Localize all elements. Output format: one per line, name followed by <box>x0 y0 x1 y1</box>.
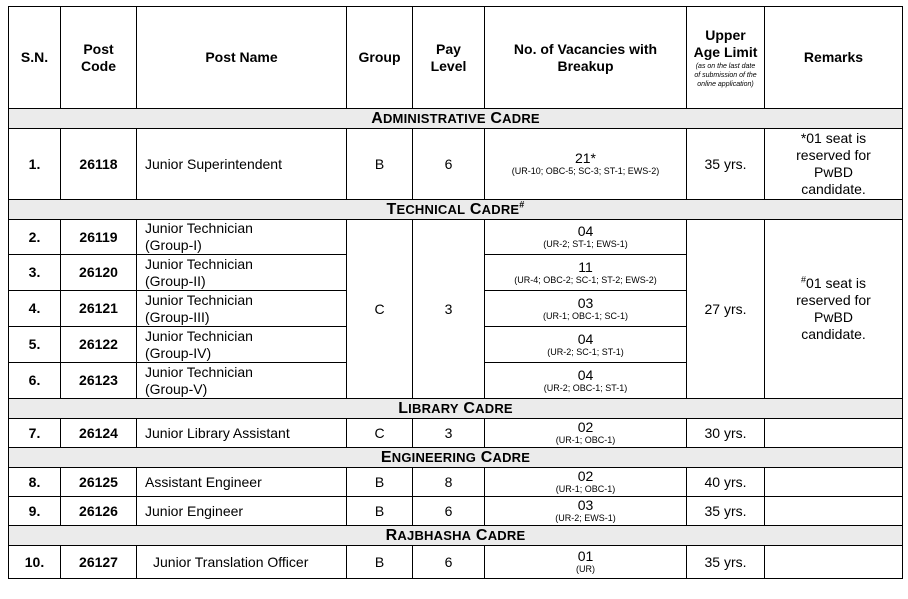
row-group: C <box>347 419 413 448</box>
row-sn: 9. <box>9 497 61 526</box>
vacancy-count: 03 <box>577 294 594 311</box>
row-remarks <box>765 419 903 448</box>
row-post-name: Assistant Engineer <box>137 468 347 497</box>
row-post-code: 26120 <box>61 255 137 291</box>
row-sn: 3. <box>9 255 61 291</box>
vacancy-count: 02 <box>577 419 594 435</box>
vacancy-breakup: (UR-4; OBC-2; SC-1; ST-2; EWS-2) <box>514 274 657 285</box>
row-group: B <box>347 129 413 200</box>
vacancy-count: 21* <box>574 150 597 166</box>
table-row <box>9 419 903 448</box>
cadre-title-engineering: ENGINEERING CADRE <box>9 448 903 468</box>
vacancy-breakup: (UR-2; SC-1; ST-1) <box>547 346 624 357</box>
row-remarks <box>765 497 903 526</box>
row-post-name: Junior Technician (Group-V) <box>137 363 347 399</box>
row-post-code: 26122 <box>61 327 137 363</box>
row-post-code: 26126 <box>61 497 137 526</box>
row-sn: 10. <box>9 546 61 579</box>
cadre-title-library: LIBRARY CADRE <box>9 399 903 419</box>
row-vacancies <box>485 220 687 255</box>
technical-group: C <box>347 220 413 399</box>
row-post-code: 26121 <box>61 291 137 327</box>
row-vacancies <box>485 255 687 291</box>
col-header-remarks: Remarks <box>765 7 903 109</box>
row-age-limit: 35 yrs. <box>687 129 765 200</box>
row-post-name: Junior Engineer <box>137 497 347 526</box>
vacancy-breakup: (UR-1; OBC-1; SC-1) <box>542 310 628 321</box>
row-post-name: Junior Translation Officer <box>137 546 347 579</box>
row-age-limit: 35 yrs. <box>687 497 765 526</box>
vacancy-breakup: (UR-2; ST-1; EWS-1) <box>543 239 628 249</box>
row-post-name: Junior Library Assistant <box>137 419 347 448</box>
vacancy-count: 04 <box>577 223 594 239</box>
row-sn: 2. <box>9 220 61 255</box>
row-post-code: 26125 <box>61 468 137 497</box>
row-vacancies <box>485 468 687 497</box>
row-pay-level: 6 <box>413 546 485 579</box>
vacancy-count: 04 <box>577 366 594 383</box>
row-remarks: *01 seat is reserved for PwBD candidate. <box>765 129 903 200</box>
table-row <box>9 546 903 579</box>
col-header-group: Group <box>347 7 413 109</box>
row-remarks <box>765 546 903 579</box>
row-post-code: 26123 <box>61 363 137 399</box>
vacancy-count: 02 <box>577 468 594 484</box>
row-vacancies <box>485 497 687 526</box>
row-post-name: Junior Technician (Group-III) <box>137 291 347 327</box>
col-header-post-code: Post Code <box>61 7 137 109</box>
table-row <box>9 497 903 526</box>
row-remarks <box>765 468 903 497</box>
cadre-title-rajbhasha: RAJBHASHA CADRE <box>9 526 903 546</box>
vacancy-breakup: (UR) <box>576 564 595 574</box>
row-post-code: 26127 <box>61 546 137 579</box>
vacancy-breakup: (UR-2; OBC-1; ST-1) <box>543 382 628 393</box>
table-row <box>9 468 903 497</box>
row-group: B <box>347 546 413 579</box>
age-header-label: Upper Age Limit <box>693 26 758 60</box>
table-row <box>9 220 903 255</box>
row-post-name: Junior Superintendent <box>137 129 347 200</box>
cadre-title-technical: TECHNICAL CADRE# <box>9 200 903 220</box>
row-vacancies <box>485 129 687 200</box>
row-pay-level: 8 <box>413 468 485 497</box>
cadre-row-technical <box>9 200 903 220</box>
row-post-code: 26124 <box>61 419 137 448</box>
vacancy-count: 04 <box>577 330 594 347</box>
cadre-row-administrative <box>9 109 903 129</box>
row-vacancies <box>485 546 687 579</box>
row-post-name: Junior Technician (Group-IV) <box>137 327 347 363</box>
vacancy-breakup: (UR-2; EWS-1) <box>555 513 616 523</box>
row-vacancies <box>485 363 687 399</box>
row-vacancies <box>485 291 687 327</box>
col-header-age <box>687 7 765 109</box>
row-vacancies <box>485 419 687 448</box>
row-sn: 8. <box>9 468 61 497</box>
vacancy-count: 03 <box>577 497 594 513</box>
vacancy-breakup: (UR-1; OBC-1) <box>555 484 616 494</box>
row-sn: 1. <box>9 129 61 200</box>
row-sn: 4. <box>9 291 61 327</box>
technical-remarks: #01 seat is reserved for PwBD candidate. <box>765 220 903 399</box>
vacancy-table <box>8 6 903 579</box>
age-header-note: (as on the last date of submission of the online application) <box>694 62 757 88</box>
row-age-limit: 30 yrs. <box>687 419 765 448</box>
vacancy-breakup: (UR-10; OBC-5; SC-3; ST-1; EWS-2) <box>511 166 660 176</box>
row-post-code: 26119 <box>61 220 137 255</box>
col-header-vacancies: No. of Vacancies with Breakup <box>485 7 687 109</box>
row-post-name: Junior Technician (Group-II) <box>137 255 347 291</box>
vacancy-count: 01 <box>577 548 594 564</box>
row-age-limit: 40 yrs. <box>687 468 765 497</box>
row-sn: 5. <box>9 327 61 363</box>
col-header-pay-level: Pay Level <box>413 7 485 109</box>
vacancy-breakup: (UR-1; OBC-1) <box>555 435 616 445</box>
row-pay-level: 3 <box>413 419 485 448</box>
row-sn: 7. <box>9 419 61 448</box>
col-header-post-name: Post Name <box>137 7 347 109</box>
table-row <box>9 129 903 200</box>
vacancy-count: 11 <box>578 258 593 275</box>
cadre-title-administrative: ADMINISTRATIVE CADRE <box>9 109 903 129</box>
row-vacancies <box>485 327 687 363</box>
technical-age-limit: 27 yrs. <box>687 220 765 399</box>
cadre-row-library <box>9 399 903 419</box>
row-group: B <box>347 497 413 526</box>
col-header-sn: S.N. <box>9 7 61 109</box>
table-header-row <box>9 7 903 109</box>
row-post-name: Junior Technician (Group-I) <box>137 220 347 255</box>
row-post-code: 26118 <box>61 129 137 200</box>
row-sn: 6. <box>9 363 61 399</box>
row-age-limit: 35 yrs. <box>687 546 765 579</box>
row-group: B <box>347 468 413 497</box>
cadre-row-engineering <box>9 448 903 468</box>
cadre-row-rajbhasha <box>9 526 903 546</box>
row-pay-level: 6 <box>413 129 485 200</box>
technical-pay-level: 3 <box>413 220 485 399</box>
row-pay-level: 6 <box>413 497 485 526</box>
